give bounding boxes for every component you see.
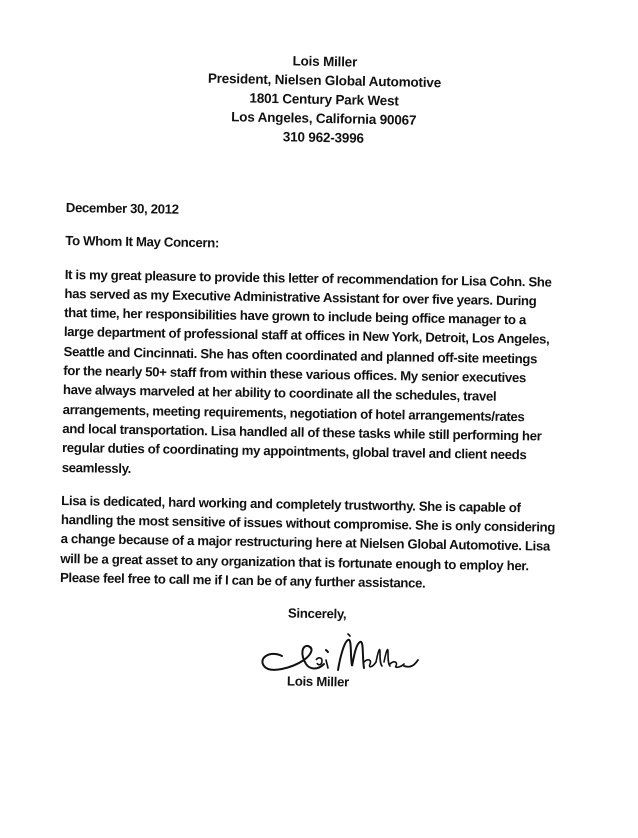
paragraph-2 [60,491,561,595]
paragraph-line: have always marveled at her ability to coordinate all the schedules, travel [62,382,497,405]
paragraph-line: and local transportation. Lisa handled all of these tasks while still performing her [62,420,542,444]
letterhead-title: President, Nielsen Global Automotive [207,70,442,91]
paragraph-1 [62,265,565,485]
letter-body [60,198,566,609]
signer-name: Lois Miller [286,673,350,690]
paragraph-line: It is my great pleasure to provide this letter of recommendation for Lisa Cohn. She [64,266,552,290]
letterhead-city: Los Angeles, California 90067 [231,109,417,128]
paragraph-line: seamlessly. [61,459,132,476]
letterhead [178,49,470,150]
paragraph-line: will be a great asset to any organization that is fortunate enough to employ her. [60,550,529,574]
letterhead-phone: 310 962-3996 [282,129,364,146]
paragraph-line: that time, her responsibilities have grown to include being office manager to a [64,305,527,328]
paragraph-line: Seattle and Cincinnati. She has often coordinated and planned off-site meetings [63,343,538,367]
paragraph-line: has served as my Executive Administrative Assistant for over five years. During [64,285,537,309]
letterhead-name: Lois Miller [292,53,358,70]
closing: Sincerely, [287,605,347,622]
paragraph-line: for the nearly 50+ staff from within these various offices. My senior executives [63,363,527,386]
paragraph-line: large department of professional staff at offices in New York, Detroit, Los Angeles, [63,324,550,348]
paragraph-line: arrangements, meeting requirements, negotiation of hotel arrangements/rates [62,401,525,424]
paragraph-line: a change because of a major restructuring here at Nielsen Global Automotive. Lisa [60,531,550,555]
paragraph-line: regular duties of coordinating my appointments, global travel and client needs [61,440,527,463]
letter-date: December 30, 2012 [65,199,179,217]
salutation: To Whom It May Concern: [65,233,220,251]
paragraph-line: Please feel free to call me if I can be of any further assistance. [59,570,426,591]
letterhead-street: 1801 Century Park West [249,90,399,109]
paragraph-line: handling the most sensitive of issues without compromise. She is only considering [60,512,556,535]
paragraph-line: Lisa is dedicated, hard working and completely trustworthy. She is capable of [61,492,521,516]
